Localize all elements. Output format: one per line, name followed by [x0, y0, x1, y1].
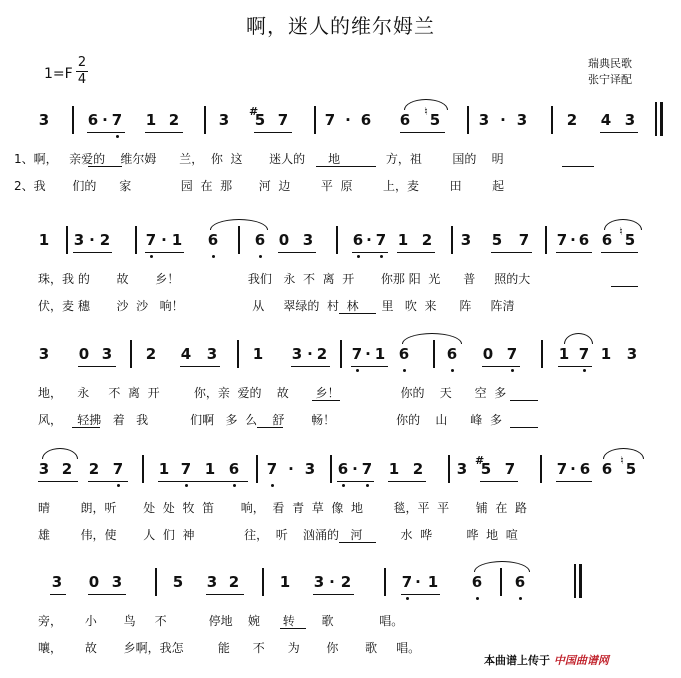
dot-sign: ·: [500, 111, 506, 129]
octave-dot: [116, 135, 119, 138]
bar-line: [155, 568, 157, 596]
note: 2: [340, 573, 352, 591]
lyric-underline: [280, 628, 306, 629]
beam-underline: [482, 366, 520, 367]
bar-line: [545, 226, 547, 254]
octave-dot: [212, 255, 215, 258]
lyric-line: 嚷， 故 乡啊，我怎 能 不 为 你 歌 唱。: [38, 641, 421, 655]
bar-line: [340, 340, 342, 368]
octave-dot: [380, 255, 383, 258]
note: 5: [625, 460, 637, 478]
note: 3: [291, 345, 303, 363]
lyric-underline: [339, 313, 376, 314]
beam-underline: [600, 132, 638, 133]
bar-line: [540, 455, 542, 483]
dot-sign: ·: [570, 231, 576, 249]
dot-sign: ·: [366, 231, 372, 249]
score-system: [0, 106, 681, 216]
lyric-underline: [312, 400, 340, 401]
lyric-underline: [72, 427, 100, 428]
bar-line: [448, 455, 450, 483]
note: 5: [429, 111, 441, 129]
note: 2: [228, 573, 240, 591]
lyric-line: 旁， 小 鸟 不 停地 婉 转 歌 唱。: [38, 614, 404, 628]
time-signature: [76, 56, 88, 87]
slur: [404, 99, 448, 110]
octave-dot: [117, 484, 120, 487]
note: 0: [278, 231, 290, 249]
note: 6: [398, 345, 410, 363]
note: 7: [556, 460, 568, 478]
bar-line: [500, 568, 502, 596]
beam-underline: [388, 481, 426, 482]
dot-sign: ·: [89, 231, 95, 249]
note: 4: [600, 111, 612, 129]
octave-dot: [233, 484, 236, 487]
beam-underline: [180, 366, 220, 367]
final-bar-line: [574, 564, 576, 598]
octave-dot: [356, 369, 359, 372]
beam-underline: [352, 252, 388, 253]
note: 7: [324, 111, 336, 129]
beam-underline: [351, 366, 388, 367]
origin-credit: 瑞典民歌: [588, 57, 632, 70]
lyric-underline: [316, 166, 376, 167]
note: 7: [112, 460, 124, 478]
bar-line: [451, 226, 453, 254]
note: 1: [600, 345, 612, 363]
note: 7: [518, 231, 530, 249]
note: 2: [566, 111, 578, 129]
octave-dot: [403, 369, 406, 372]
note: 1: [388, 460, 400, 478]
note: 7: [277, 111, 289, 129]
note: 5: [480, 460, 492, 478]
note: 3: [101, 345, 113, 363]
key-signature: 1=F: [44, 66, 73, 82]
octave-dot: [357, 255, 360, 258]
note: 3: [624, 111, 636, 129]
dot-sign: ·: [307, 345, 313, 363]
note: 6: [352, 231, 364, 249]
note: 1: [38, 231, 50, 249]
dot-sign: ·: [352, 460, 358, 478]
note: 1: [397, 231, 409, 249]
note: 2: [99, 231, 111, 249]
beam-underline: [88, 481, 128, 482]
bar-line: [467, 106, 469, 134]
lyric-underline: [88, 166, 122, 167]
note: 3: [460, 231, 472, 249]
octave-dot: [185, 484, 188, 487]
note: 7: [180, 460, 192, 478]
note: 7: [375, 231, 387, 249]
note: 5: [254, 111, 266, 129]
note: 6: [446, 345, 458, 363]
bar-line: [72, 106, 74, 134]
lyric-line: 伏，麦 穗 沙 沙 响！ 从 翠绿的 村 林 里 吹 来 阵 阵清: [38, 299, 515, 313]
note: 3: [218, 111, 230, 129]
bar-line: [384, 568, 386, 596]
final-bar-line: [660, 102, 663, 136]
note: 7: [401, 573, 413, 591]
beam-underline: [145, 252, 184, 253]
time-signature-top: 2: [77, 55, 87, 70]
dot-sign: ·: [161, 231, 167, 249]
note: 1: [427, 573, 439, 591]
note: 2: [61, 460, 73, 478]
dot-sign: ·: [570, 460, 576, 478]
note: 6: [578, 231, 590, 249]
lyric-underline: [510, 400, 538, 401]
bar-line: [142, 455, 144, 483]
beam-underline: [556, 481, 592, 482]
note: 7: [361, 460, 373, 478]
natural-sign: ♮: [620, 454, 624, 467]
score-system: [0, 226, 681, 336]
lyric-line: 1、啊， 亲爱的 维尔姆 兰， 你 这 迷人的 地 方，祖 国的 明: [14, 152, 504, 166]
note: 3: [73, 231, 85, 249]
note: 6: [228, 460, 240, 478]
note: 5: [624, 231, 636, 249]
beam-underline: [337, 481, 374, 482]
beam-underline: [401, 594, 440, 595]
note: 6: [360, 111, 372, 129]
beam-underline: [38, 481, 78, 482]
beam-underline: [400, 132, 445, 133]
beam-underline: [558, 366, 592, 367]
note: 6: [399, 111, 411, 129]
lyric-line: 2、我 们的 家 园 在 那 河 边 平 原 上，麦 田 起: [14, 179, 505, 193]
octave-dot: [583, 369, 586, 372]
beam-underline: [158, 481, 248, 482]
dot-sign: ·: [345, 111, 351, 129]
note: 3: [206, 573, 218, 591]
beam-underline: [491, 252, 532, 253]
beam-underline: [78, 366, 116, 367]
note: 6: [87, 111, 99, 129]
bar-line: [238, 226, 240, 254]
note: 7: [145, 231, 157, 249]
note: 7: [111, 111, 123, 129]
beam-underline: [50, 594, 66, 595]
note: 6: [337, 460, 349, 478]
note: 1: [158, 460, 170, 478]
note: 2: [421, 231, 433, 249]
arranger-credit: 张宁译配: [588, 73, 632, 86]
bar-line: [541, 340, 543, 368]
note: 3: [304, 460, 316, 478]
note: 7: [504, 460, 516, 478]
bar-line: [262, 568, 264, 596]
beam-underline: [87, 132, 125, 133]
beam-underline: [397, 252, 435, 253]
slur: [604, 219, 642, 230]
note: 0: [482, 345, 494, 363]
note: 2: [88, 460, 100, 478]
final-bar-line: [655, 102, 657, 136]
lyric-line: 风， 轻拂 着 我 们啊 多 么 舒 畅！ 你的 山 峰 多: [38, 413, 502, 427]
note: 3: [206, 345, 218, 363]
beam-underline: [556, 252, 592, 253]
note: 4: [180, 345, 192, 363]
note: 1: [374, 345, 386, 363]
octave-dot: [406, 597, 409, 600]
bar-line: [130, 340, 132, 368]
beam-underline: [206, 594, 244, 595]
octave-dot: [342, 484, 345, 487]
bar-line: [237, 340, 239, 368]
bar-line: [204, 106, 206, 134]
bar-line: [433, 340, 435, 368]
note: 7: [578, 345, 590, 363]
beam-underline: [88, 594, 126, 595]
score-system: [0, 455, 681, 565]
note: 3: [516, 111, 528, 129]
lyric-underline: [339, 542, 376, 543]
bar-line: [66, 226, 68, 254]
note: 1: [252, 345, 264, 363]
octave-dot: [451, 369, 454, 372]
sharp-sign: #: [249, 105, 259, 118]
dot-sign: ·: [415, 573, 421, 591]
note: 6: [579, 460, 591, 478]
beam-underline: [278, 252, 316, 253]
note: 3: [111, 573, 123, 591]
note: 1: [145, 111, 157, 129]
natural-sign: ♮: [619, 225, 623, 238]
note: 0: [88, 573, 100, 591]
bar-line: [551, 106, 553, 134]
octave-dot: [366, 484, 369, 487]
octave-dot: [150, 255, 153, 258]
watermark-prefix: 本曲谱上传于: [484, 654, 550, 667]
note: 3: [626, 345, 638, 363]
dot-sign: ·: [365, 345, 371, 363]
note: 7: [556, 231, 568, 249]
note: 7: [506, 345, 518, 363]
note: 6: [514, 573, 526, 591]
octave-dot: [271, 484, 274, 487]
song-title: 啊，迷人的维尔姆兰: [246, 14, 435, 38]
note: 3: [38, 111, 50, 129]
time-signature-bottom: 4: [77, 72, 87, 87]
note: 6: [254, 231, 266, 249]
note: 3: [313, 573, 325, 591]
beam-underline: [601, 252, 638, 253]
note: 1: [171, 231, 183, 249]
note: 7: [266, 460, 278, 478]
note: 3: [478, 111, 490, 129]
lyric-line: 雄 伟，使 人 们 神 往， 听 汹涌的 河 水 哗 哗 地 喧: [38, 528, 518, 542]
beam-underline: [254, 132, 292, 133]
octave-dot: [476, 597, 479, 600]
dot-sign: ·: [329, 573, 335, 591]
lyric-underline: [257, 427, 283, 428]
note: 2: [145, 345, 157, 363]
lyric-line: 晴 朗，听 处 处 牧 笛 响， 看 青 草 像 地 毯，平 平 铺 在 路: [38, 501, 528, 515]
note: 0: [78, 345, 90, 363]
note: 1: [279, 573, 291, 591]
bar-line: [330, 455, 332, 483]
bar-line: [256, 455, 258, 483]
lyric-underline: [562, 166, 594, 167]
bar-line: [336, 226, 338, 254]
beam-underline: [73, 252, 112, 253]
beam-underline: [291, 366, 330, 367]
score-system: [0, 340, 681, 450]
natural-sign: ♮: [424, 105, 428, 118]
note: 3: [38, 345, 50, 363]
octave-dot: [511, 369, 514, 372]
lyric-underline: [510, 427, 538, 428]
beam-underline: [480, 481, 518, 482]
watermark: [484, 652, 609, 668]
dot-sign: ·: [288, 460, 294, 478]
watermark-logo: 中国曲谱网: [553, 654, 609, 667]
note: 3: [38, 460, 50, 478]
note: 6: [471, 573, 483, 591]
slur: [210, 219, 268, 230]
note: 2: [412, 460, 424, 478]
note: 6: [601, 460, 613, 478]
note: 1: [558, 345, 570, 363]
lyric-underline: [611, 286, 638, 287]
note: 3: [51, 573, 63, 591]
bar-line: [135, 226, 137, 254]
note: 7: [351, 345, 363, 363]
beam-underline: [313, 594, 354, 595]
note: 2: [316, 345, 328, 363]
dot-sign: ·: [102, 111, 108, 129]
lyric-line: 珠，我 的 故 乡！ 我们 永 不 离 开 你那 阳 光 普 照的大: [38, 272, 531, 286]
note: 5: [172, 573, 184, 591]
note: 3: [456, 460, 468, 478]
note: 1: [204, 460, 216, 478]
final-bar-line: [579, 564, 582, 598]
beam-underline: [145, 132, 183, 133]
sharp-sign: #: [475, 454, 485, 467]
lyric-line: 地， 永 不 离 开 你，亲 爱的 故 乡！ 你的 天 空 多: [38, 386, 507, 400]
note: 6: [601, 231, 613, 249]
bar-line: [314, 106, 316, 134]
note: 2: [168, 111, 180, 129]
octave-dot: [259, 255, 262, 258]
note: 6: [207, 231, 219, 249]
octave-dot: [519, 597, 522, 600]
note: 5: [491, 231, 503, 249]
note: 3: [302, 231, 314, 249]
